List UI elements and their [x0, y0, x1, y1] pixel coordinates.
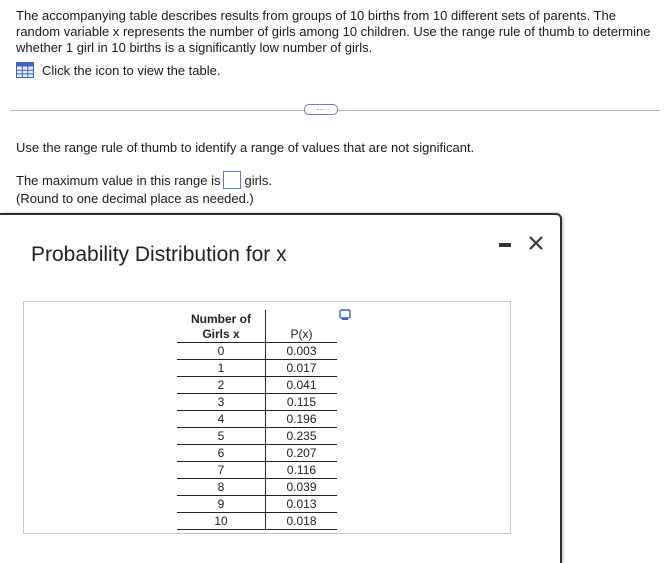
table-row [177, 394, 337, 411]
problem-statement: The accompanying table describes results from groups of 10 births from 10 different sets of parents. The random variable x represents the number of girls among 10 children. Use the range rule of thumb to determine whether 1 girl in 10 births is a significantly low number of girls. [16, 8, 651, 55]
view-table-link-text[interactable]: Click the icon to view the table. [42, 62, 221, 78]
cell-probability: 0.196 [266, 411, 338, 428]
cell-girls-x: 10 [177, 513, 266, 530]
answer-line [16, 171, 272, 189]
cell-probability: 0.003 [266, 343, 338, 360]
table-row [177, 496, 337, 513]
cell-girls-x: 3 [177, 394, 266, 411]
cell-probability: 0.207 [266, 445, 338, 462]
distribution-table [177, 310, 337, 530]
cell-probability: 0.235 [266, 428, 338, 445]
table-row [177, 445, 337, 462]
max-value-input[interactable] [223, 171, 241, 189]
answer-suffix: girls. [244, 172, 272, 188]
dialog-title: Probability Distribution for x [31, 243, 287, 266]
table-header-row [177, 310, 337, 343]
table-row [177, 428, 337, 445]
table-row [177, 462, 337, 479]
cell-probability: 0.017 [266, 360, 338, 377]
table-row [177, 411, 337, 428]
probability-distribution-dialog [0, 213, 562, 563]
header-number-of-girls: Number of Girls x [177, 310, 266, 343]
cell-girls-x: 2 [177, 377, 266, 394]
cell-probability: 0.018 [266, 513, 338, 530]
close-icon[interactable] [527, 234, 545, 252]
rounding-note: (Round to one decimal place as needed.) [16, 191, 254, 206]
header-probability: P(x) [266, 310, 338, 343]
expand-button[interactable]: ··· [304, 104, 338, 115]
minimize-icon [499, 243, 511, 247]
cell-girls-x: 8 [177, 479, 266, 496]
table-row [177, 513, 337, 530]
minimize-button[interactable] [498, 238, 512, 252]
table-row [177, 377, 337, 394]
cell-probability: 0.013 [266, 496, 338, 513]
table-row [177, 343, 337, 360]
cell-girls-x: 6 [177, 445, 266, 462]
instruction-text: Use the range rule of thumb to identify a range of values that are not significant. [16, 140, 475, 155]
cell-probability: 0.115 [266, 394, 338, 411]
cell-probability: 0.041 [266, 377, 338, 394]
table-row [177, 360, 337, 377]
cell-girls-x: 7 [177, 462, 266, 479]
cell-girls-x: 4 [177, 411, 266, 428]
copy-icon[interactable] [339, 309, 351, 321]
cell-probability: 0.116 [266, 462, 338, 479]
cell-girls-x: 1 [177, 360, 266, 377]
cell-probability: 0.039 [266, 479, 338, 496]
cell-girls-x: 9 [177, 496, 266, 513]
view-table-link[interactable] [16, 61, 220, 79]
table-row [177, 479, 337, 496]
cell-girls-x: 0 [177, 343, 266, 360]
cell-girls-x: 5 [177, 428, 266, 445]
answer-prefix: The maximum value in this range is [16, 172, 221, 188]
table-icon[interactable] [16, 62, 34, 78]
